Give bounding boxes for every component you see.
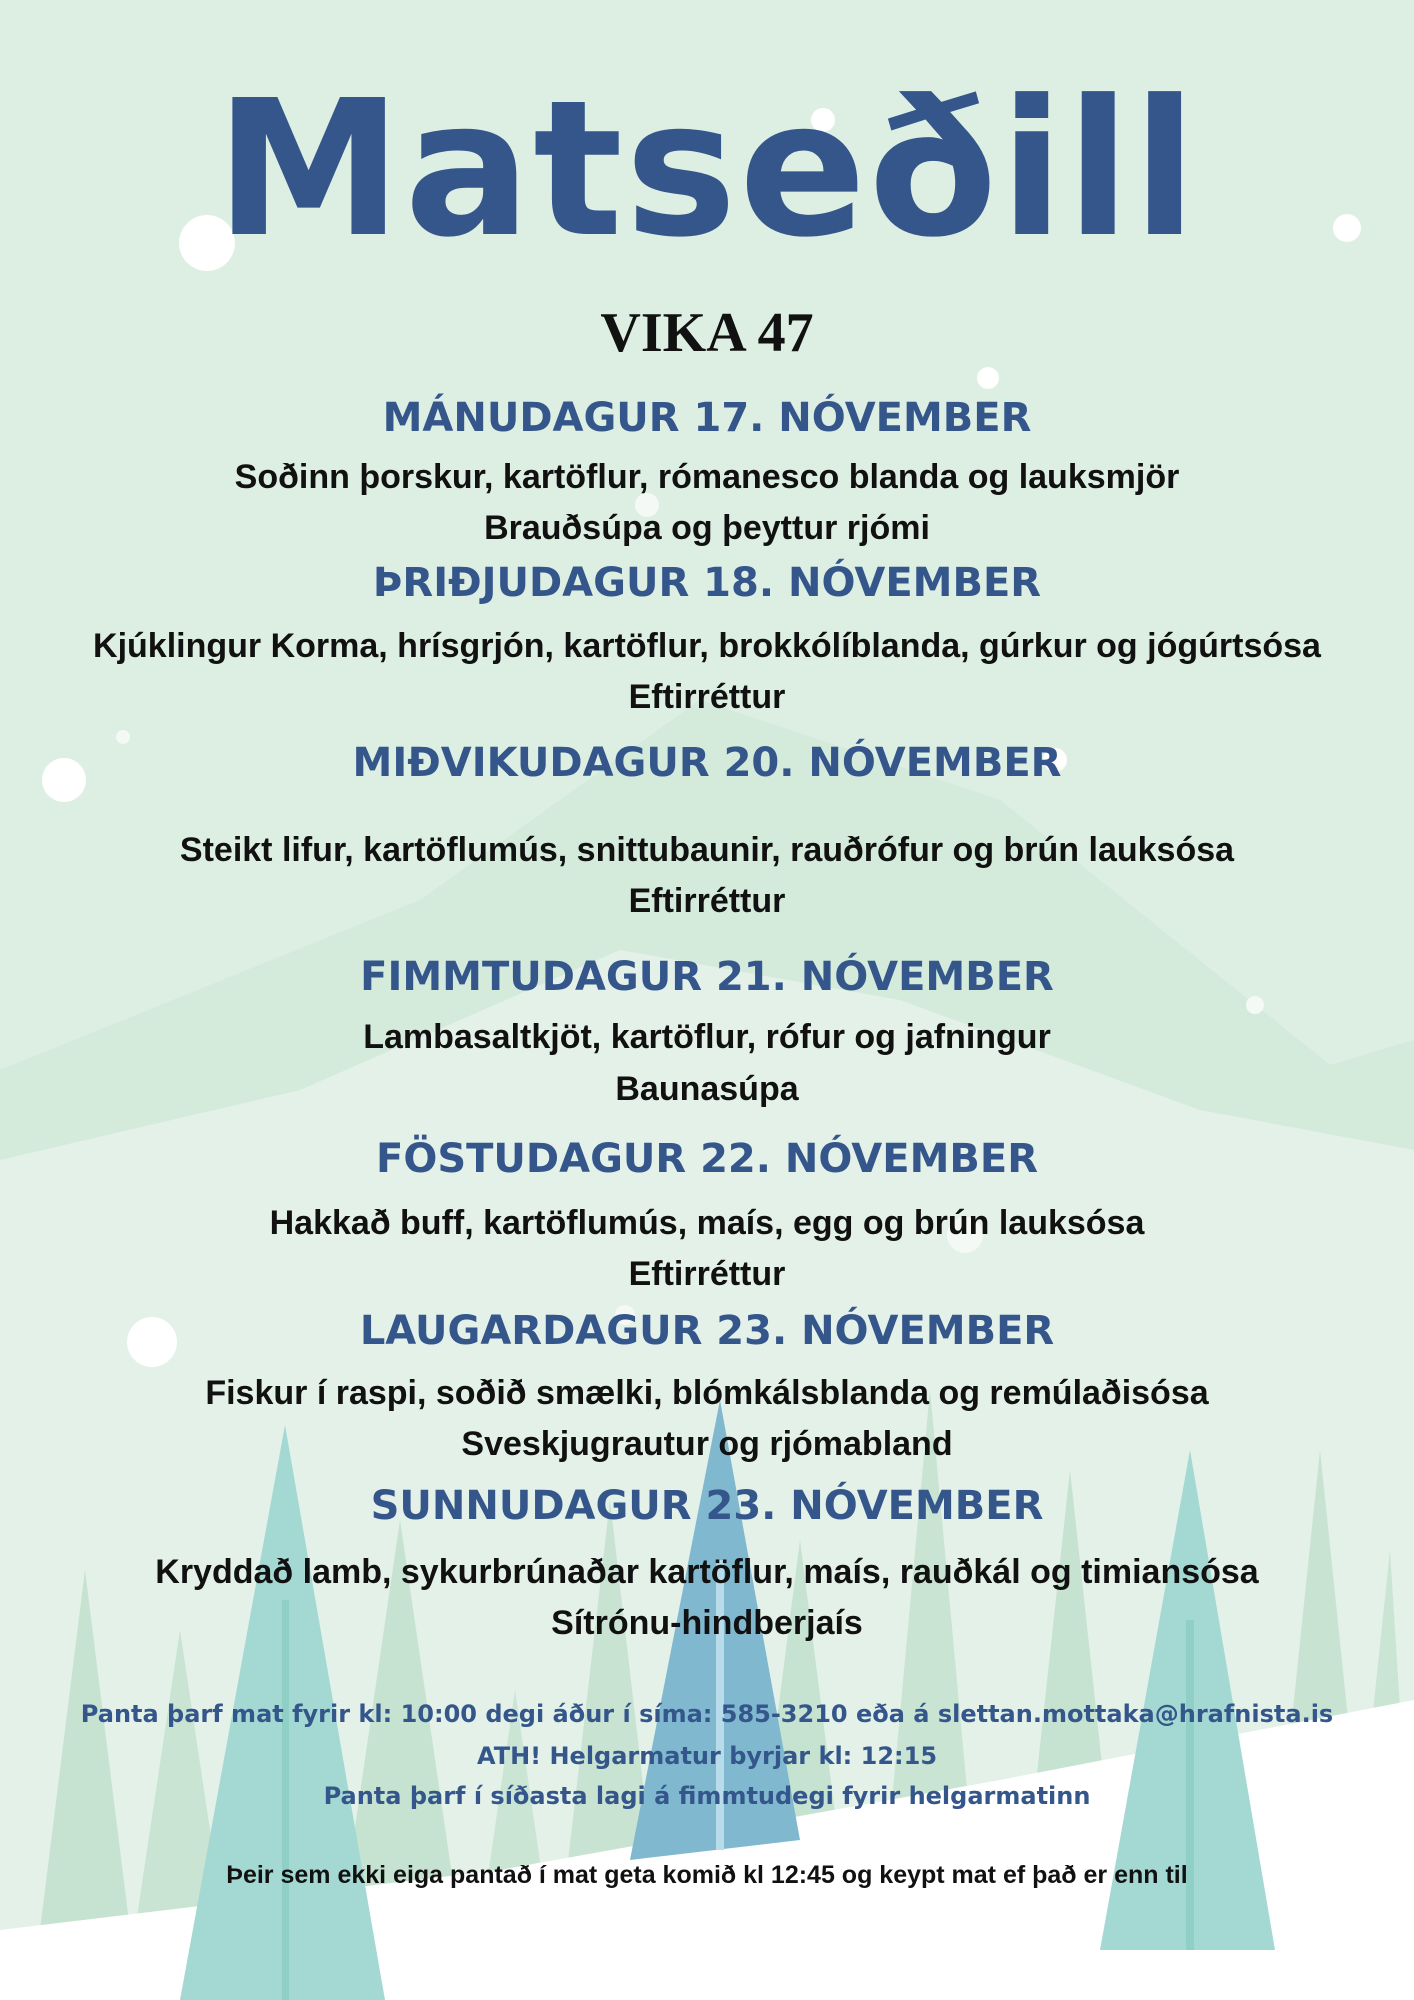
main-dish-wednesday: Steikt lifur, kartöflumús, snittubaunir, rauðrófur og brún lauksósa (179, 831, 1235, 869)
main-dish-tuesday: Kjúklingur Korma, hrísgrjón, kartöflur, brokkólíblanda, gúrkur og jógúrtsósa (93, 627, 1321, 665)
dessert-sunday: Sítrónu-hindberjaís (551, 1604, 863, 1642)
weekend-order-note: Panta þarf í síðasta lagi á fimmtudegi fyrir helgarmatinn (323, 1782, 1091, 1810)
main-dish-saturday: Fiskur í raspi, soðið smælki, blómkálsblanda og remúlaðisósa (205, 1374, 1209, 1412)
day-heading-sunday: SUNNUDAGUR 23. NÓVEMBER (370, 1483, 1044, 1529)
week-label: VIKA 47 (600, 302, 814, 364)
day-heading-saturday: LAUGARDAGUR 23. NÓVEMBER (359, 1308, 1055, 1354)
day-heading-wednesday: MIÐVIKUDAGUR 20. NÓVEMBER (352, 740, 1062, 786)
main-dish-sunday: Kryddað lamb, sykurbrúnaðar kartöflur, maís, rauðkál og timiansósa (155, 1553, 1259, 1591)
weekend-time-note: ATH! Helgarmatur byrjar kl: 12:15 (476, 1742, 938, 1770)
day-heading-monday: MÁNUDAGUR 17. NÓVEMBER (382, 395, 1032, 441)
dessert-saturday: Sveskjugrautur og rjómabland (461, 1425, 953, 1463)
dessert-monday: Brauðsúpa og þeyttur rjómi (484, 509, 930, 547)
main-dish-monday: Soðinn þorskur, kartöflur, rómanesco blanda og lauksmjör (234, 458, 1180, 496)
dessert-wednesday: Eftirréttur (628, 882, 786, 920)
dessert-thursday: Baunasúpa (615, 1070, 799, 1108)
day-heading-tuesday: ÞRIÐJUDAGUR 18. NÓVEMBER (372, 560, 1042, 606)
dessert-tuesday: Eftirréttur (628, 678, 786, 716)
dessert-friday: Eftirréttur (628, 1255, 786, 1293)
day-heading-friday: FÖSTUDAGUR 22. NÓVEMBER (376, 1136, 1038, 1182)
main-dish-thursday: Lambasaltkjöt, kartöflur, rófur og jafningur (363, 1018, 1051, 1056)
order-note: Panta þarf mat fyrir kl: 10:00 degi áður í síma: 585-3210 eða á slettan.mottaka@hrafnista.is (80, 1700, 1334, 1728)
main-dish-friday: Hakkað buff, kartöflumús, maís, egg og brún lauksósa (269, 1204, 1145, 1242)
day-heading-thursday: FIMMTUDAGUR 21. NÓVEMBER (360, 954, 1054, 1000)
walk-in-note: Þeir sem ekki eiga pantað í mat geta komið kl 12:45 og keypt mat ef það er enn til (226, 1861, 1188, 1889)
page-title: Matseðill (215, 60, 1199, 279)
